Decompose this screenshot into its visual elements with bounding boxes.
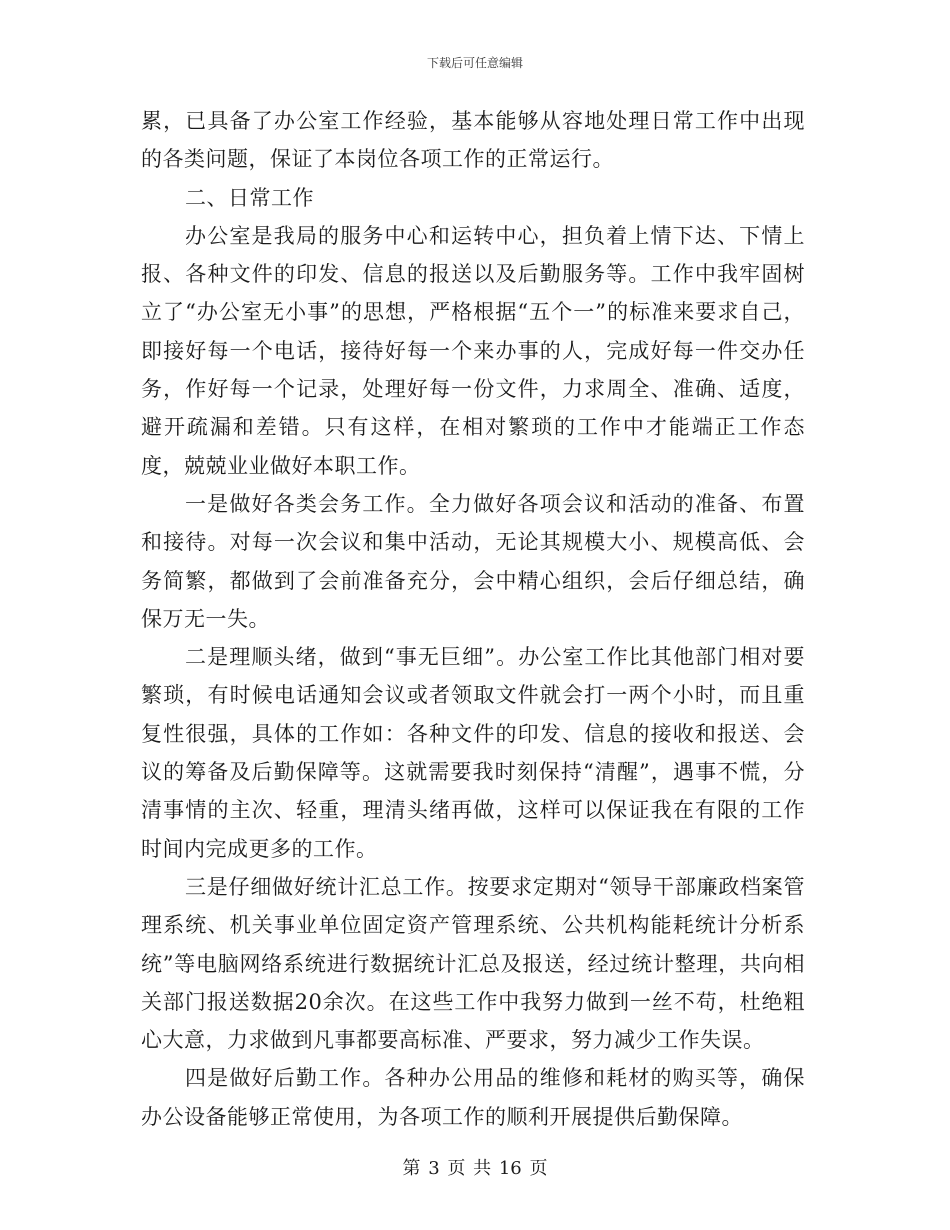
section-heading-daily-work: 二、日常工作 [185,185,314,210]
paragraph-logistics-work: 四是做好后勤工作。各种办公用品的维修和耗材的购买等，确保办公设备能够正常使用，为各项工作的顺利开展提供后勤保障。 [141,1066,805,1129]
paragraph-meeting-work: 一是做好各类会务工作。全力做好各项会议和活动的准备、布置和接待。对每一次会议和集中活动，无论其规模大小、规模高低、会务简繁，都做到了会前准备充分，会中精心组织，会后仔细总结，确保万无一失。 [141,491,805,631]
page-footer-page-number: 第 3 页 共 16 页 [402,1158,548,1179]
document-body [141,102,805,1136]
page-header: 下载后可任意编辑 [426,56,523,70]
paragraph-office-role: 办公室是我局的服务中心和运转中心，担负着上情下达、下情上报、各种文件的印发、信息的报送以及后勤服务等。工作中我牢固树立了“办公室无小事”的思想，严格根据“五个一”的标准来要求自己，即接好每一个电话，接待好每一个来办事的人，完成好每一件交办任务，作好每一个记录，处理好每一份文件，力求周全、准确、适度，避开疏漏和差错。只有这样，在相对繁琐的工作中才能端正工作态度，兢兢业业做好本职工作。 [141,223,805,478]
paragraph-organize-work: 二是理顺头绪，做到“事无巨细”。办公室工作比其他部门相对要繁琐，有时候电话通知会议或者领取文件就会打一两个小时，而且重复性很强，具体的工作如：各种文件的印发、信息的接收和报送、会议的筹备及后勤保障等。这就需要我时刻保持“清醒”，遇事不慌，分清事情的主次、轻重，理清头绪再做，这样可以保证我在有限的工作时间内完成更多的工作。 [141,645,805,861]
paragraph-continuation: 累，已具备了办公室工作经验，基本能够从容地处理日常工作中出现的各类问题，保证了本岗位各项工作的正常运行。 [141,109,805,172]
paragraph-statistics-work: 三是仔细做好统计汇总工作。按要求定期对“领导干部廉政档案管理系统、机关事业单位固定资产管理系统、公共机构能耗统计分析系统”等电脑网络系统进行数据统计汇总及报送，经过统计整理，共向相关部门报送数据20余次。在这些工作中我努力做到一丝不苟，杜绝粗心大意，力求做到凡事都要高标准、严要求，努力减少工作失误。 [141,874,805,1053]
